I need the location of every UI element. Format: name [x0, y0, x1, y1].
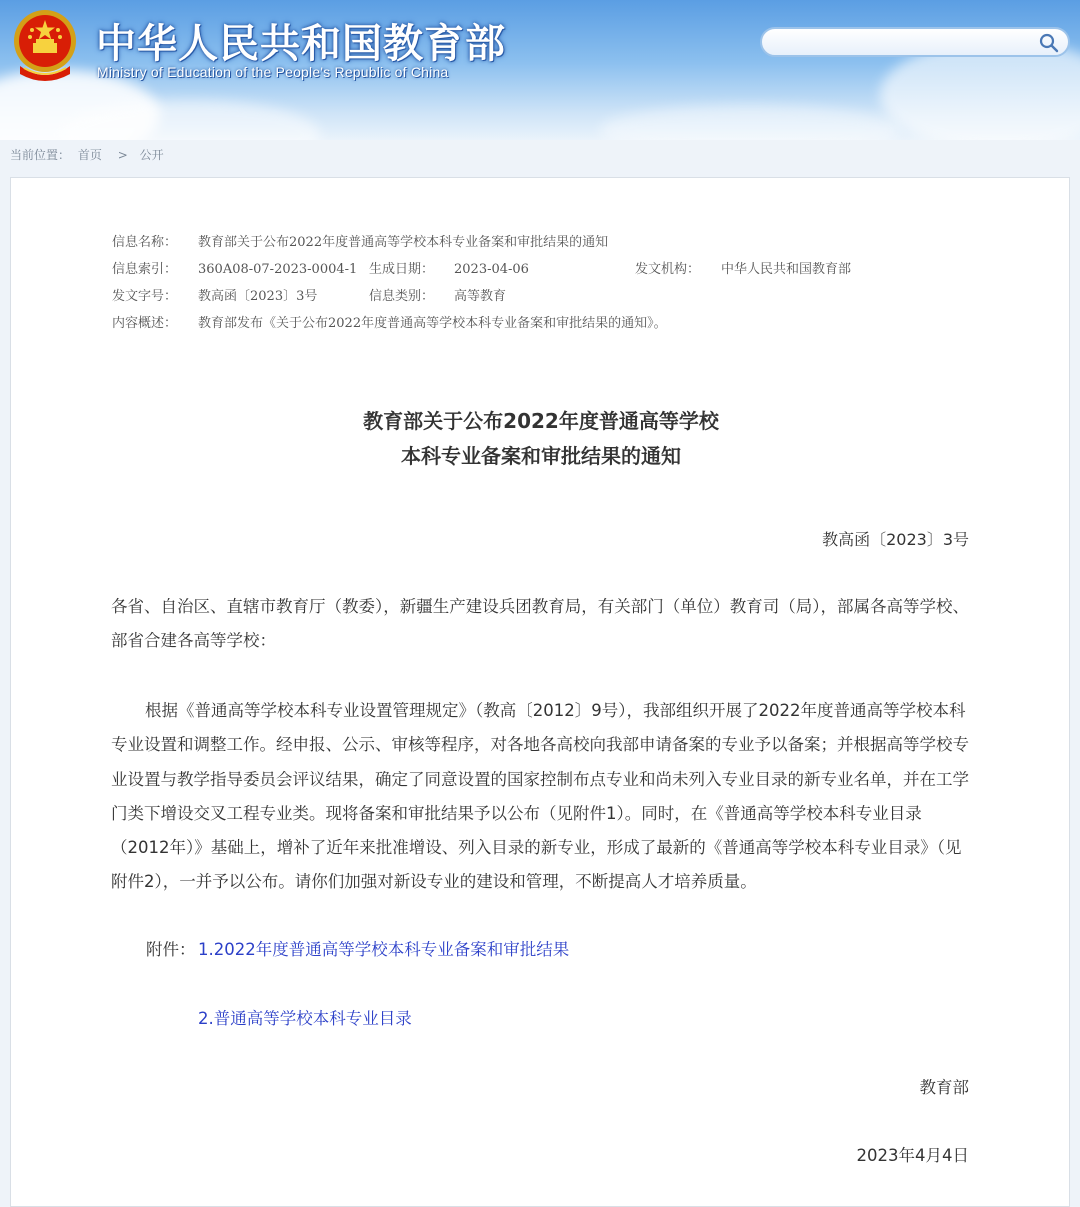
attachment-link-1[interactable]: 1.2022年度普通高等学校本科专业备案和审批结果: [198, 940, 570, 959]
site-title[interactable]: 中华人民共和国教育部: [96, 21, 506, 67]
meta-summary-label: 内容概述：: [112, 316, 178, 331]
breadcrumb-label: 当前位置：: [10, 148, 71, 162]
breadcrumb-separator: >: [117, 148, 128, 162]
search-box[interactable]: [760, 27, 1070, 57]
sign-date: 2023年4月4日: [856, 1146, 969, 1165]
body-paragraph: 根据《普通高等学校本科专业设置管理规定》（教高〔2012〕9号），我部组织开展了2022年度普通高等学校本科专业设置和调整工作。经申报、公示、审核等程序，对各地各高校向我部申请备案的专业予以备案；并根据高等学校专业设置与教学指导委员会评议结果，确定了同意设置的国家控制布点专业和尚未列入专业目录的新专业名单，并在工学门类下增设交叉工程专业类。现将备案和审批结果予以公布（见附件1）。同时，在《普通高等学校本科专业目录（2012年）》基础上，增补了近年来批准增设、列入目录的新专业，形成了最新的《普通高等学校本科专业目录》（见附件2），一并予以公布。请你们加强对新设专业的建设和管理，不断提高人才培养质量。: [111, 701, 969, 892]
signer: 教育部: [919, 1078, 969, 1097]
breadcrumb: [10, 146, 168, 163]
meta-summary-value: 教育部发布《关于公布2022年度普通高等学校本科专业备案和审批结果的通知》。: [198, 316, 667, 331]
meta-index-value: 360A08-07-2023-0004-1: [198, 262, 358, 277]
search-input[interactable]: [776, 32, 1040, 54]
meta-issuer-value: 中华人民共和国教育部: [721, 262, 852, 277]
meta-date-value: 2023-04-06: [454, 262, 529, 277]
search-icon[interactable]: [1038, 32, 1060, 54]
meta-issuer-label: 发文机构：: [635, 262, 701, 277]
meta-index-label: 信息索引：: [112, 262, 178, 277]
title-line-2: 本科专业备案和审批结果的通知: [401, 444, 681, 468]
meta-docno-value: 教高函〔2023〕3号: [198, 289, 318, 304]
attachment-label: 附件：: [146, 940, 196, 959]
page-title: [11, 404, 1071, 474]
document-number: 教高函〔2023〕3号: [822, 530, 969, 549]
national-emblem-icon[interactable]: [12, 8, 78, 82]
attachment-link-2[interactable]: 2.普通高等学校本科专业目录: [198, 1009, 412, 1028]
cloud-decoration: [600, 105, 900, 140]
site-subtitle: Ministry of Education of the People's Republic of China: [97, 64, 449, 80]
meta-name-label: 信息名称：: [112, 235, 178, 250]
meta-docno-label: 发文字号：: [112, 289, 178, 304]
breadcrumb-public[interactable]: 公开: [139, 148, 164, 162]
breadcrumb-home[interactable]: 首页: [77, 148, 102, 162]
recipients-paragraph: 各省、自治区、直辖市教育厅（教委），新疆生产建设兵团教育局，有关部门（单位）教育司（局），部属各高等学校、部省合建各高等学校：: [111, 597, 969, 651]
site-header: [0, 0, 1080, 140]
meta-date-label: 生成日期：: [369, 262, 435, 277]
meta-name-value: 教育部关于公布2022年度普通高等学校本科专业备案和审批结果的通知: [198, 235, 609, 250]
meta-category-label: 信息类别：: [369, 289, 435, 304]
meta-category-value: 高等教育: [454, 289, 507, 304]
title-line-1: 教育部关于公布2022年度普通高等学校: [363, 409, 719, 433]
article-container: [10, 177, 1070, 1207]
